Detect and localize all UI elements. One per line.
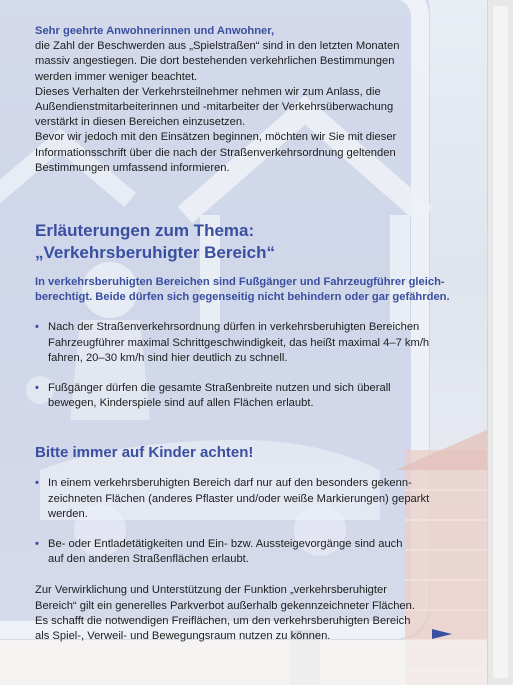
intro-line: massiv angestiegen. Die dort bestehenden verkehrlichen Bestimmungen [35,55,395,68]
section-children [35,443,455,567]
bullet-item [35,537,455,567]
lead-line: In verkehrsberuhigten Bereichen sind Fußgänger und Fahrzeugführer gleich- [35,276,445,289]
bullet-line: Fußgänger dürfen die gesamte Straßenbreite nutzen und sich überall [48,382,391,395]
intro-line: verstärkt in diesen Bereichen einzusetzen. [35,116,246,129]
intro-line: Bevor wir jedoch mit den Einsätzen beginnen, möchten wir Sie mit dieser [35,131,397,144]
bullet-line: Be- oder Entladetätigkeiten und Ein- bzw. Aussteigevorgänge sind auch [48,538,403,551]
bullet-marker: • [35,321,39,334]
triangle-right-icon[interactable] [432,627,452,641]
intro-line: Außendienstmitarbeiterinnen und -mitarbeiter der Verkehrsüberwachung [35,101,394,114]
section-title-line1: Erläuterungen zum Thema: [35,221,255,241]
bullet-item [35,320,455,366]
intro-line: werden immer weniger beachtet. [35,70,198,83]
bullet-marker: • [35,538,39,551]
closing-block [35,583,455,644]
closing-line: Zur Verwirklichung und Unterstützung der Funktion „verkehrsberuhigter [35,584,387,597]
bullet-item [35,381,455,411]
bullet-marker: • [35,477,39,490]
intro-block [35,24,455,176]
bullet-item [35,476,455,522]
bullet-line: werden. [48,507,88,520]
section-title: Bitte immer auf Kinder achten! [35,444,254,462]
bullet-line: Nach der Straßenverkehrsordnung dürfen in verkehrsberuhigten Bereichen [48,321,420,334]
intro-line: Bestimmungen umfassend informieren. [35,161,230,174]
document-text [35,24,455,644]
bullet-marker: • [35,382,39,395]
bullet-line: Fahrzeugführer maximal Schrittgeschwindigkeit, das heißt maximal 4–7 km/h [48,336,430,349]
intro-line: Informationsschrift über die nach der Straßenverkehrsordnung geltenden [35,146,396,159]
section-title-line2: „Verkehrsberuhigter Bereich“ [35,243,275,263]
lead-line: berechtigt. Beide dürfen sich gegenseitig nicht behindern oder gar gefährden. [35,291,450,304]
bullet-line: fahren, 20–30 km/h sind hier deutlich zu schnell. [48,351,288,364]
section-explanation [35,220,455,411]
bullet-line: bewegen, Kinderspiele sind auf allen Flächen erlaubt. [48,397,314,410]
closing-line: als Spiel-, Verweil- und Bewegungsraum nutzen zu können. [35,630,331,643]
greeting: Sehr geehrte Anwohnerinnen und Anwohner, [35,25,275,37]
intro-line: Dieses Verhalten der Verkehrsteilnehmer nehmen wir zum Anlass, die [35,85,381,98]
closing-line: Es schafft die notwendigen Freiflächen, um den verkehrsberuhigten Bereich [35,614,411,627]
bullet-line: In einem verkehrsberuhigten Bereich darf nur auf den besonders gekenn- [48,477,412,490]
bullet-line: auf den anderen Straßenflächen erlaubt. [48,553,249,566]
bullet-line: zeichneten Flächen (anderes Pflaster und/oder weiße Markierungen) geparkt [48,492,430,505]
scrollbar-thumb[interactable] [493,6,508,678]
vertical-scrollbar[interactable] [487,0,513,685]
intro-line: die Zahl der Beschwerden aus „Spielstraßen“ sind in den letzten Monaten [35,40,400,53]
closing-line: Bereich“ gilt ein generelles Parkverbot außerhalb gekennzeichneter Flächen. [35,599,415,612]
